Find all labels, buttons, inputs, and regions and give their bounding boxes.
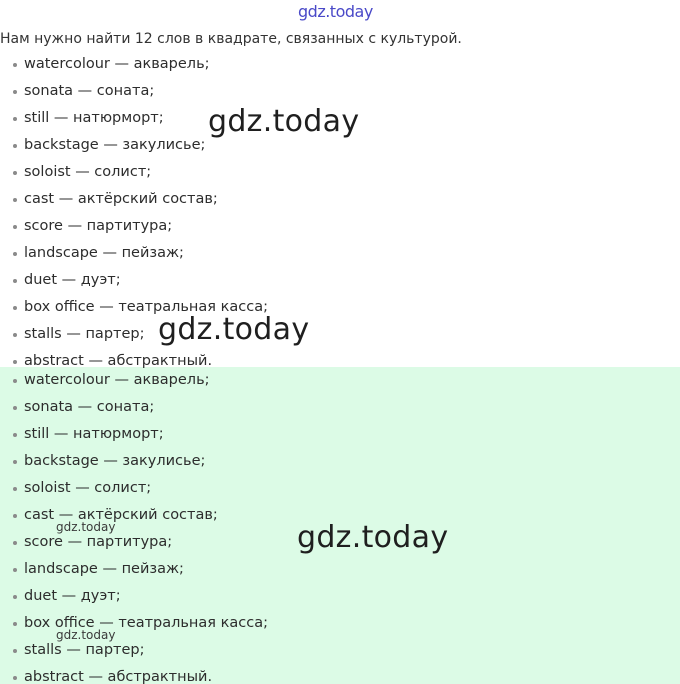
bullet-icon [13,676,17,680]
list-item [0,421,268,448]
watermark-text: gdz.today [56,628,116,642]
list-item-text: watercolour — акварель; [24,56,210,72]
word-list-answer [0,367,268,684]
list-item [0,51,268,78]
list-item-text: box office — театральная касса; [24,299,268,315]
list-item [0,213,268,240]
list-item [0,159,268,186]
list-item-text: landscape — пейзаж; [24,561,184,577]
list-item [0,448,268,475]
bullet-icon [13,379,17,383]
list-item-text: duet — дуэт; [24,272,121,288]
bullet-icon [13,198,17,202]
task-intro-text: Нам нужно найти 12 слов в квадрате, связанных с культурой. [0,31,462,47]
bullet-icon [13,90,17,94]
bullet-icon [13,487,17,491]
bullet-icon [13,279,17,283]
watermark-text: gdz.today [208,104,360,139]
list-item-text: score — партитура; [24,534,173,550]
list-item [0,367,268,394]
bullet-icon [13,171,17,175]
list-item [0,502,268,529]
list-item-text: soloist — солист; [24,164,152,180]
list-item-text: sonata — соната; [24,83,155,99]
bullet-icon [13,406,17,410]
bullet-icon [13,225,17,229]
list-item-text: still — натюрморт; [24,110,164,126]
bullet-icon [13,306,17,310]
list-item [0,475,268,502]
bullet-icon [13,622,17,626]
list-item [0,267,268,294]
list-item-text: abstract — абстрактный. [24,669,213,684]
watermark-text: gdz.today [158,312,310,347]
bullet-icon [13,333,17,337]
bullet-icon [13,144,17,148]
bullet-icon [13,63,17,67]
list-item-text: cast — актёрский состав; [24,191,218,207]
list-item [0,78,268,105]
list-item-text: landscape — пейзаж; [24,245,184,261]
bullet-icon [13,514,17,518]
bullet-icon [13,460,17,464]
list-item [0,637,268,664]
list-item [0,186,268,213]
list-item [0,610,268,637]
list-item-text: duet — дуэт; [24,588,121,604]
list-item-text: score — партитура; [24,218,173,234]
list-item [0,556,268,583]
list-item-text: backstage — закулисье; [24,453,206,469]
list-item [0,529,268,556]
list-item-text: still — натюрморт; [24,426,164,442]
list-item [0,664,268,684]
bullet-icon [13,433,17,437]
header-watermark: gdz.today [298,2,373,21]
bullet-icon [13,117,17,121]
bullet-icon [13,360,17,364]
list-item [0,583,268,610]
bullet-icon [13,252,17,256]
list-item-text: backstage — закулисье; [24,137,206,153]
list-item-text: watercolour — акварель; [24,372,210,388]
bullet-icon [13,649,17,653]
bullet-icon [13,595,17,599]
list-item-text: stalls — партер; [24,326,145,342]
watermark-text: gdz.today [297,520,449,555]
list-item-text: soloist — солист; [24,480,152,496]
list-item-text: cast — актёрский состав; [24,507,218,523]
bullet-icon [13,568,17,572]
list-item-text: box office — театральная касса; [24,615,268,631]
list-item [0,240,268,267]
list-item [0,394,268,421]
bullet-icon [13,541,17,545]
list-item-text: stalls — партер; [24,642,145,658]
list-item-text: abstract — абстрактный. [24,353,213,369]
list-item-text: sonata — соната; [24,399,155,415]
watermark-text: gdz.today [56,520,116,534]
